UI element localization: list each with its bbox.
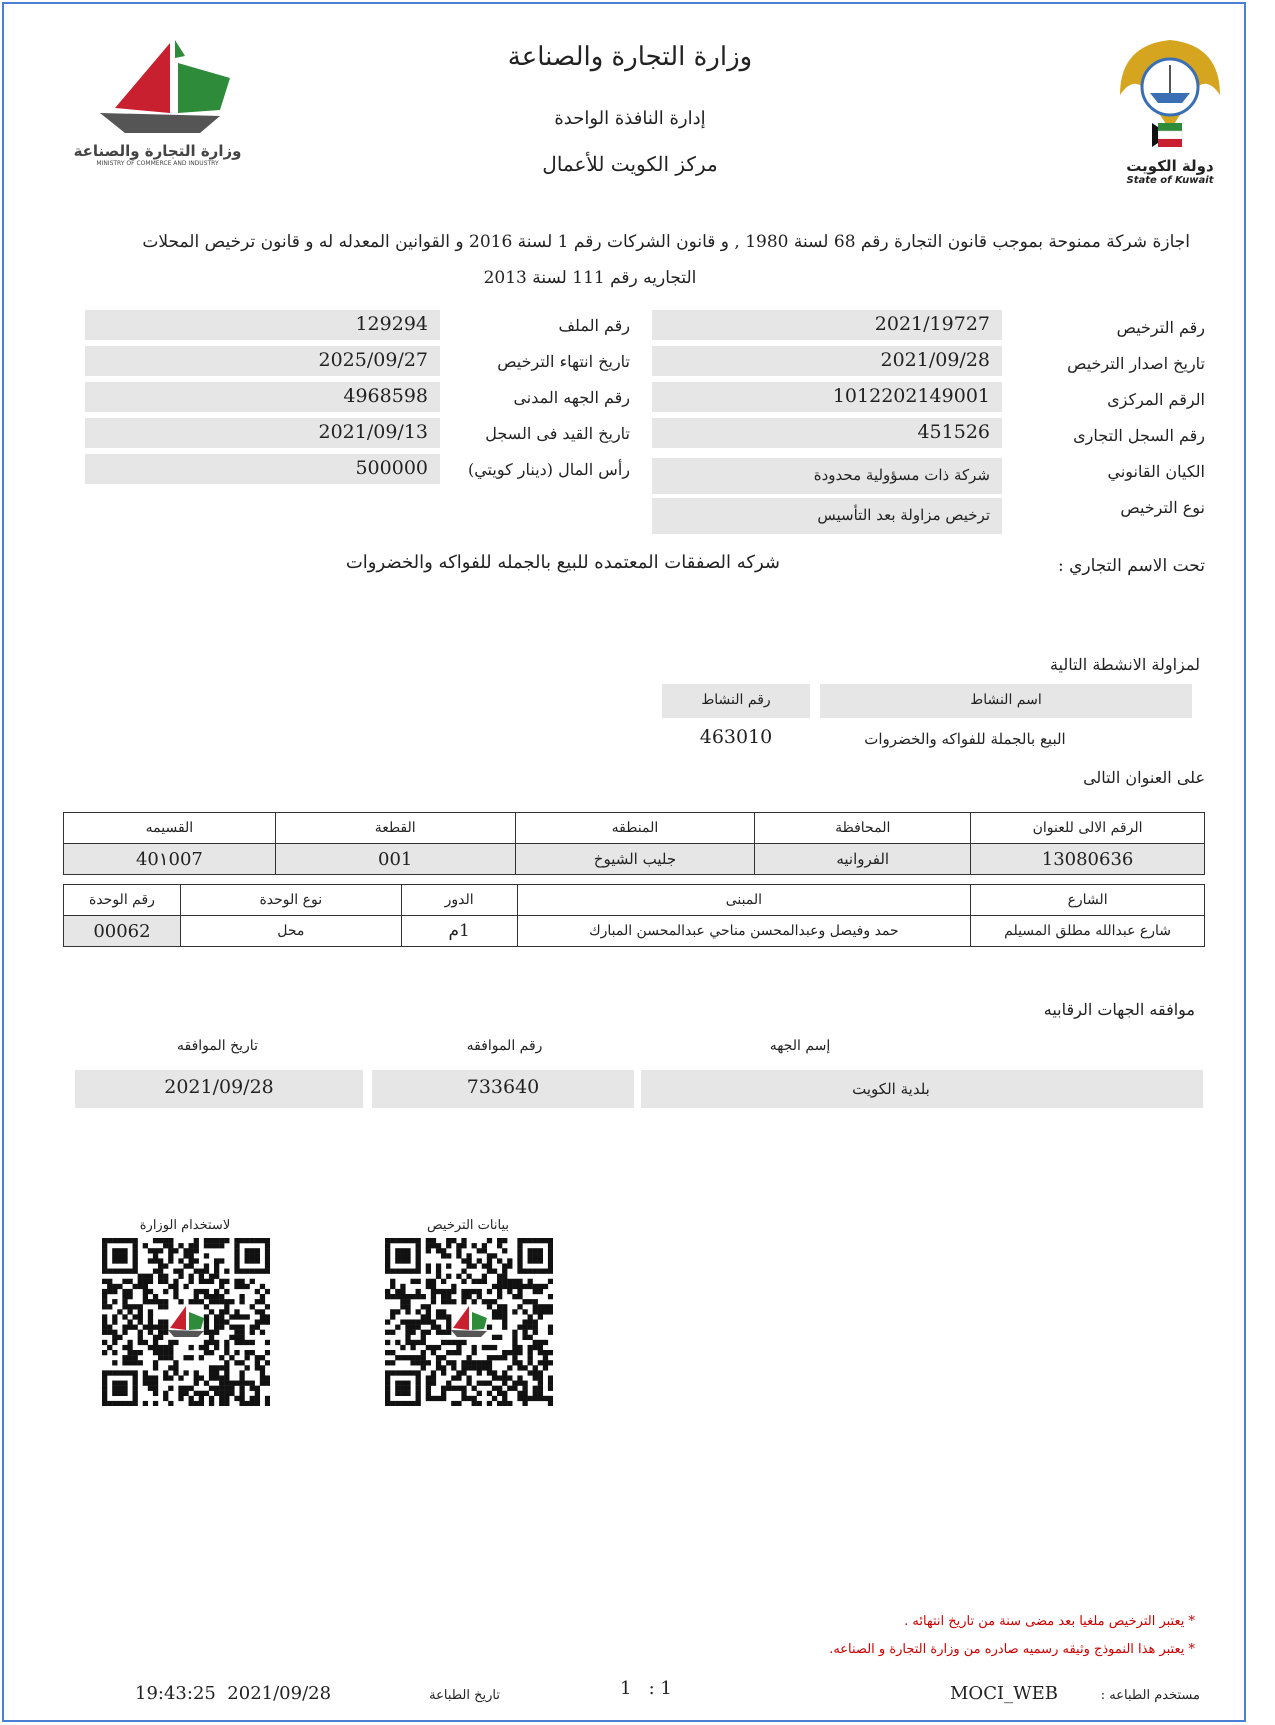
note-1: * يعتبر الترخيص ملغيا بعد مضى سنة من تاريخ انتهائه . xyxy=(904,1614,1195,1629)
addr-h-area: المنطقه xyxy=(515,813,755,844)
trade-name-label: تحت الاسم التجاري : xyxy=(1057,556,1205,576)
address-table-2 xyxy=(63,884,1205,947)
cr-no-field: 451526 xyxy=(652,418,1002,448)
address-heading: على العنوان التالى xyxy=(1083,768,1205,787)
capital-field: 500000 xyxy=(85,454,440,484)
capital-label: رأس المال (دينار كويتي) xyxy=(467,460,630,479)
ministry-title: وزارة التجارة والصناعة xyxy=(507,42,753,72)
address-value-row-1 xyxy=(64,844,1205,875)
expiry-date-field: 2025/09/27 xyxy=(85,346,440,376)
intro-line-2: التجاريه رقم 111 لسنة 2013 xyxy=(483,268,697,288)
activity-name: البيع بالجملة للفواكه والخضروات xyxy=(864,730,1066,748)
kuwait-logo-ar: دولة الكويت xyxy=(1126,157,1214,175)
address-header-row-2 xyxy=(64,885,1205,916)
central-no-label: الرقم المركزى xyxy=(1107,390,1205,409)
license-no-field: 2021/19727 xyxy=(652,310,1002,340)
address-table xyxy=(63,812,1205,875)
approval-no-header: رقم الموافقه xyxy=(466,1038,543,1054)
license-type-label: نوع الترخيص xyxy=(1120,498,1205,517)
file-no-label: رقم الملف xyxy=(558,316,630,335)
license-type-field: ترخيص مزاولة بعد التأسيس xyxy=(652,498,1002,534)
file-no-field: 129294 xyxy=(85,310,440,340)
approval-date-field: 2021/09/28 xyxy=(75,1070,363,1108)
addr-h-qasima: القسيمه xyxy=(64,813,276,844)
addr-v-unit-no: 00062 xyxy=(64,916,181,947)
approval-entity-header: إسم الجهه xyxy=(769,1038,831,1054)
addr-v-unit-type: محل xyxy=(180,916,401,947)
qr-ministry-label: لاستخدام الوزارة xyxy=(139,1218,231,1233)
license-qr-code xyxy=(385,1238,553,1406)
addr-v-block: 001 xyxy=(275,844,515,875)
addr-h-unit-no: رقم الوحدة xyxy=(64,885,181,916)
issue-date-label: تاريخ اصدار الترخيص xyxy=(1067,354,1205,373)
civil-no-field: 4968598 xyxy=(85,382,440,412)
ministry-logo xyxy=(70,38,245,183)
addr-h-building: المبنى xyxy=(517,885,971,916)
addr-v-qasima: 40١007 xyxy=(64,844,276,875)
approval-entity-field: بلدية الكويت xyxy=(641,1070,1203,1108)
print-user-value: MOCI_WEB xyxy=(950,1683,1058,1704)
addr-v-building: حمد وفيصل وعبدالمحسن مناحي عبدالمحسن المبارك xyxy=(517,916,971,947)
address-value-row-2 xyxy=(64,916,1205,947)
intro-line-1: اجازة شركة ممنوحة بموجب قانون التجارة رقم 68 لسنة 1980 , و قانون الشركات رقم 1 لسنة 2016 و القوانين المعدله له و قانون ترخيص المحلات xyxy=(142,232,1190,252)
reg-date-label: تاريخ القيد فى السجل xyxy=(485,424,630,443)
print-date-label: تاريخ الطباعة xyxy=(429,1688,500,1703)
print-date-value: 19:43:25 2021/09/28 xyxy=(135,1683,332,1704)
address-header-row-1 xyxy=(64,813,1205,844)
falcon-emblem-icon xyxy=(1110,35,1230,153)
addr-h-paci: الرقم الالى للعنوان xyxy=(971,813,1205,844)
addr-h-unit-type: نوع الوحدة xyxy=(180,885,401,916)
activity-name-header: اسم النشاط xyxy=(820,684,1192,718)
print-user-label: مستخدم الطباعه : xyxy=(1100,1688,1200,1703)
kuwait-emblem xyxy=(1110,35,1230,190)
approvals-heading: موافقه الجهات الرقابيه xyxy=(1043,1000,1195,1019)
addr-v-paci: 13080636 xyxy=(971,844,1205,875)
trade-name-value: شركه الصفقات المعتمده للبيع بالجمله للفواكه والخضروات xyxy=(345,552,780,573)
ministry-ship-icon xyxy=(70,38,245,138)
addr-h-governorate: المحافظة xyxy=(755,813,971,844)
legal-entity-field: شركة ذات مسؤولية محدودة xyxy=(652,458,1002,494)
activities-heading: لمزاولة الانشطة التالية xyxy=(1049,655,1200,674)
kuwait-logo-en: State of Kuwait xyxy=(1126,175,1214,186)
center-name: مركز الكويت للأعمال xyxy=(542,152,718,176)
qr-license-label: بيانات الترخيص xyxy=(426,1218,509,1233)
note-2: * يعتبر هذا النموذج وثيقه رسميه صادره من وزارة التجارة و الصناعه. xyxy=(829,1642,1195,1657)
legal-entity-label: الكيان القانوني xyxy=(1107,462,1205,481)
approval-date-header: تاريخ الموافقه xyxy=(177,1038,258,1054)
license-no-label: رقم الترخيص xyxy=(1116,318,1205,337)
activity-no: 463010 xyxy=(699,726,773,748)
central-no-field: 1012202149001 xyxy=(652,382,1002,412)
addr-h-floor: الدور xyxy=(401,885,517,916)
activity-no-header: رقم النشاط xyxy=(662,684,810,718)
qr-center-logo-icon xyxy=(451,1306,487,1337)
approval-no-field: 733640 xyxy=(372,1070,634,1108)
addr-v-governorate: الفروانيه xyxy=(755,844,971,875)
addr-h-street: الشارع xyxy=(971,885,1205,916)
addr-v-street: شارع عبدالله مطلق المسيلم xyxy=(971,916,1205,947)
ministry-logo-ar: وزارة التجارة والصناعة xyxy=(73,142,242,160)
addr-v-area: جليب الشيوخ xyxy=(515,844,755,875)
ministry-qr-code xyxy=(102,1238,270,1406)
department-name: إدارة النافذة الواحدة xyxy=(554,108,706,129)
addr-h-block: القطعة xyxy=(275,813,515,844)
cr-no-label: رقم السجل التجارى xyxy=(1073,426,1205,445)
page-number: 1 : 1 xyxy=(620,1678,672,1699)
addr-v-floor: 1م xyxy=(401,916,517,947)
reg-date-field: 2021/09/13 xyxy=(85,418,440,448)
expiry-date-label: تاريخ انتهاء الترخيص xyxy=(497,352,630,371)
civil-no-label: رقم الجهه المدنى xyxy=(513,388,630,407)
ministry-logo-en: MINISTRY OF COMMERCE AND INDUSTRY xyxy=(96,160,219,167)
issue-date-field: 2021/09/28 xyxy=(652,346,1002,376)
qr-center-logo-icon xyxy=(168,1306,204,1337)
